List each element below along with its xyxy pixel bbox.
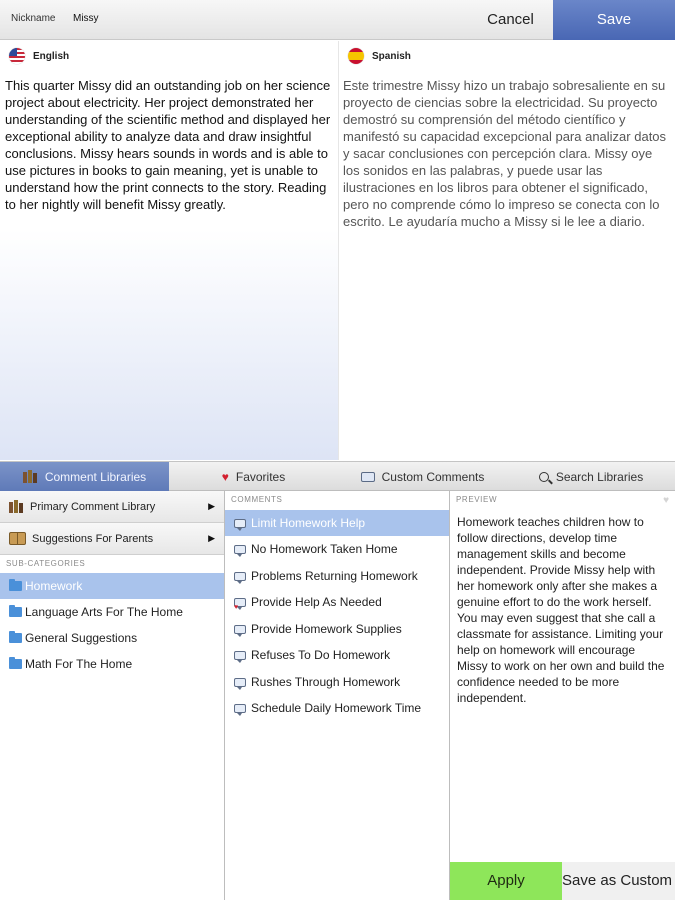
comment-label: Provide Help As Needed — [251, 595, 382, 609]
comment-label: Rushes Through Homework — [251, 675, 401, 689]
books-icon — [9, 500, 24, 513]
subcategory-label: General Suggestions — [25, 631, 138, 645]
spanish-label: Spanish — [372, 50, 411, 62]
us-flag-icon — [9, 48, 25, 64]
subcategory-label: Language Arts For The Home — [25, 605, 183, 619]
library-parents-label: Suggestions For Parents — [32, 532, 154, 545]
library-primary-label: Primary Comment Library — [30, 500, 156, 513]
library-primary[interactable] — [0, 491, 224, 523]
comment-bubble-icon — [234, 678, 246, 687]
book-icon — [9, 532, 26, 545]
comment-item[interactable] — [225, 695, 449, 721]
cancel-button[interactable]: Cancel — [487, 11, 534, 28]
subcategory-item[interactable] — [0, 599, 224, 625]
subcategories-header: SUB-CATEGORIES — [6, 559, 86, 568]
folder-icon — [9, 607, 22, 617]
preview-header: PREVIEW — [456, 495, 498, 504]
subcategory-item[interactable] — [0, 625, 224, 651]
nickname-value[interactable]: Missy — [73, 13, 99, 24]
comments-column — [225, 491, 450, 900]
comment-bubble-icon — [361, 472, 375, 482]
search-icon — [539, 472, 549, 482]
comment-label: Problems Returning Homework — [251, 569, 418, 583]
favorite-comment-bubble-icon — [234, 598, 246, 611]
subcategory-item[interactable] — [0, 573, 224, 599]
comment-bubble-icon — [234, 519, 246, 528]
disclosure-arrow-icon: ▶ — [208, 501, 215, 511]
tab-custom-comments[interactable] — [338, 462, 507, 491]
comment-item[interactable] — [225, 669, 449, 695]
tab-comment-libraries[interactable] — [0, 462, 169, 491]
folder-icon — [9, 659, 22, 669]
top-bar — [0, 0, 675, 40]
tab-search-libraries[interactable] — [507, 462, 675, 491]
comment-bubble-icon — [234, 545, 246, 554]
preview-column — [450, 491, 675, 900]
english-header — [9, 47, 69, 65]
comment-label: Limit Homework Help — [251, 516, 366, 530]
comment-label: Refuses To Do Homework — [251, 648, 391, 662]
apply-button[interactable]: Apply — [450, 862, 562, 900]
english-label: English — [33, 50, 70, 62]
comment-item[interactable] — [225, 616, 449, 642]
tab-favorites[interactable] — [169, 462, 338, 491]
comments-header: COMMENTS — [231, 495, 283, 504]
books-icon — [23, 470, 38, 483]
comment-item[interactable] — [225, 536, 449, 562]
comment-bubble-icon — [234, 704, 246, 713]
tab-comment-libraries-label: Comment Libraries — [44, 469, 147, 484]
tab-search-libraries-label: Search Libraries — [555, 469, 644, 484]
disclosure-arrow-icon: ▶ — [208, 533, 215, 543]
tab-bar — [0, 461, 675, 491]
spanish-comment-text[interactable]: Este trimestre Missy hizo un trabajo sobresaliente en su proyecto de ciencias sobre la electricidad. Su proyecto demostró su comprensión del método científico y manifestó su capacidad excepcional para analizar datos y sacar conclusiones con percepción clara. Missy oye los sonidos en las palabras, y puede usar las ilustraciones en los libros para obtener el significado, pero no comprende cómo lo impreso se conecta con lo escrito. Le ayudaría mucho a Missy si le lee a diario. — [343, 78, 667, 229]
comment-label: No Homework Taken Home — [251, 542, 398, 556]
library-parents[interactable] — [0, 523, 224, 555]
comment-bubble-icon — [234, 651, 246, 660]
comment-item[interactable] — [225, 563, 449, 589]
save-as-custom-button[interactable]: Save as Custom — [562, 862, 675, 900]
tab-custom-comments-label: Custom Comments — [381, 469, 485, 484]
spanish-pane — [338, 41, 675, 460]
heart-icon: ♥ — [234, 603, 239, 611]
libraries-column — [0, 491, 225, 900]
heart-icon: ♥ — [221, 469, 229, 484]
preview-text: Homework teaches children how to follow directions, develop time management skills and become independent. Provide Missy help with her homework only after she makes a genuine effort to do the work herself. You may even suggest that she call a classmate for assistance. Limiting your help on homework will encourage Missy to work on her own and build the confidence needed to be more independent. — [457, 515, 665, 705]
subcategory-label: Homework — [25, 579, 83, 593]
nickname-label: Nickname — [11, 13, 56, 24]
save-button[interactable]: Save — [553, 0, 675, 40]
comment-label: Schedule Daily Homework Time — [251, 701, 422, 715]
spain-flag-icon — [348, 48, 364, 64]
subcategory-label: Math For The Home — [25, 657, 133, 671]
comment-item[interactable] — [225, 589, 449, 615]
english-pane — [0, 41, 338, 460]
english-comment-text[interactable]: This quarter Missy did an outstanding job on her science project about electricity. Her project demonstrated her understanding of the scientific method and displayed her exceptional ability to analyze data and draw insightful conclusions. Missy hears sounds in words and is able to use pictures in books to gain meaning, yet is unable to understand how the print connects to the story. Reading to her nightly will benefit Missy greatly. — [5, 78, 331, 212]
favorite-toggle-icon[interactable]: ♥ — [663, 495, 669, 506]
spanish-header — [348, 47, 411, 65]
comment-bubble-icon — [234, 572, 246, 581]
folder-icon — [9, 581, 22, 591]
folder-icon — [9, 633, 22, 643]
subcategory-item[interactable] — [0, 651, 224, 677]
tab-favorites-label: Favorites — [235, 469, 286, 484]
comment-item[interactable] — [225, 642, 449, 668]
comment-item[interactable] — [225, 510, 449, 536]
comment-label: Provide Homework Supplies — [251, 622, 402, 636]
comment-bubble-icon — [234, 625, 246, 634]
